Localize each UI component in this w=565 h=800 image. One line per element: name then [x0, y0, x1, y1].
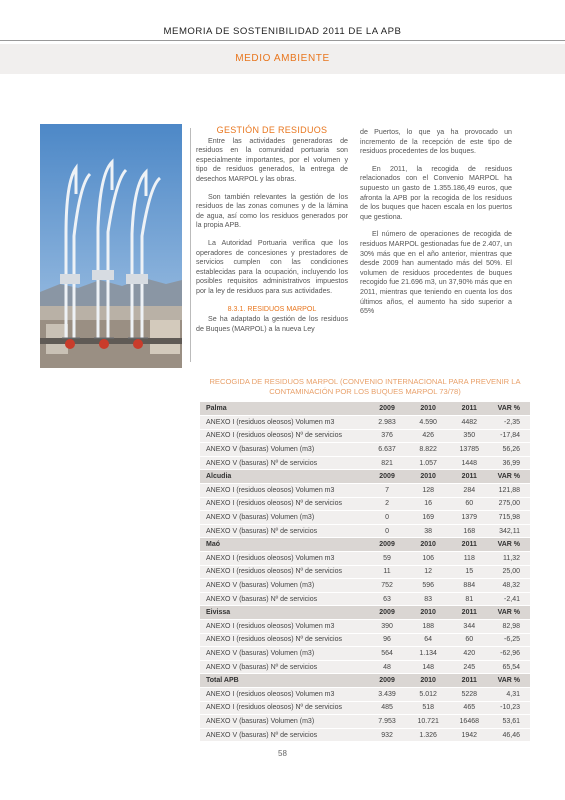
column-header: VAR %: [490, 674, 530, 688]
table-cell: 342,11: [490, 524, 530, 538]
marpol-table: [200, 402, 530, 742]
column-header: 2011: [449, 470, 490, 484]
table-row: [200, 484, 530, 498]
row-label: ANEXO I (residuos oleosos) Volumen m3: [200, 552, 367, 566]
table-cell: 884: [449, 579, 490, 593]
row-label: ANEXO V (basuras) Volumen (m3): [200, 647, 367, 661]
table-cell: 1942: [449, 728, 490, 742]
table-cell: 426: [408, 429, 449, 443]
row-label: ANEXO V (basuras) Nº de servicios: [200, 524, 367, 538]
table-row: [200, 687, 530, 701]
table-row: [200, 660, 530, 674]
row-label: ANEXO I (residuos oleosos) Nº de servicios: [200, 497, 367, 511]
column-header: 2009: [367, 470, 408, 484]
table-cell: 8.822: [408, 443, 449, 457]
table-row: [200, 579, 530, 593]
column-header: VAR %: [490, 606, 530, 620]
table-cell: 13785: [449, 443, 490, 457]
group-name: Total APB: [200, 674, 367, 688]
table-group-header: [200, 606, 530, 620]
table-cell: 38: [408, 524, 449, 538]
table-row: [200, 620, 530, 634]
table-cell: 4.590: [408, 416, 449, 430]
table-cell: 4482: [449, 416, 490, 430]
table-cell: 2: [367, 497, 408, 511]
table-cell: 350: [449, 429, 490, 443]
article-heading: GESTIÓN DE RESIDUOS: [216, 125, 328, 135]
row-label: ANEXO I (residuos oleosos) Nº de servicios: [200, 701, 367, 715]
table-cell: -17,84: [490, 429, 530, 443]
column-header: 2009: [367, 674, 408, 688]
table-row: [200, 443, 530, 457]
table-cell: 60: [449, 633, 490, 647]
table-cell: 245: [449, 660, 490, 674]
column-header: 2010: [408, 470, 449, 484]
table-cell: 390: [367, 620, 408, 634]
paragraph: El número de operaciones de recogida de residuos MARPOL gestionadas fue de 2.407, un 30% más que en el año anterior, mientras que desde 2009 han aumentado más del 50%. El volumen de residuos procedentes de buques recogido fue 21.696 m3, un 37,90% más que en 2011, mientras que teniendo en cuenta los dos últimos años, el aumento ha sido superior a 65%: [360, 230, 512, 316]
subsection-heading: 8.3.1. RESIDUOS MARPOL: [227, 304, 317, 313]
table-cell: 128: [408, 484, 449, 498]
row-label: ANEXO V (basuras) Nº de servicios: [200, 456, 367, 470]
table-row: [200, 552, 530, 566]
photo-illustration: [40, 124, 182, 368]
table-cell: 11,32: [490, 552, 530, 566]
table-cell: -2,35: [490, 416, 530, 430]
table-row: [200, 715, 530, 729]
table-cell: -6,25: [490, 633, 530, 647]
row-label: ANEXO V (basuras) Nº de servicios: [200, 728, 367, 742]
table-cell: 1.326: [408, 728, 449, 742]
table-row: [200, 728, 530, 742]
table-cell: 1.134: [408, 647, 449, 661]
table-cell: -2,41: [490, 592, 530, 606]
table-cell: 48: [367, 660, 408, 674]
table-row: [200, 429, 530, 443]
table-row: [200, 511, 530, 525]
table-group-header: [200, 538, 530, 552]
table-cell: 5228: [449, 687, 490, 701]
table-cell: 12: [408, 565, 449, 579]
table-cell: 10.721: [408, 715, 449, 729]
table-cell: 16468: [449, 715, 490, 729]
paragraph: Son también relevantes la gestión de los residuos de las zonas comunes y de la lámina de agua, así como los residuos generados por la propia APB.: [196, 192, 348, 230]
table-cell: 376: [367, 429, 408, 443]
table-cell: 46,46: [490, 728, 530, 742]
column-header: 2009: [367, 402, 408, 416]
row-label: ANEXO I (residuos oleosos) Nº de servicios: [200, 429, 367, 443]
table-cell: 60: [449, 497, 490, 511]
section-title: MEDIO AMBIENTE: [235, 53, 330, 64]
table-group-header: [200, 674, 530, 688]
table-cell: 96: [367, 633, 408, 647]
table-cell: 106: [408, 552, 449, 566]
table-cell: 59: [367, 552, 408, 566]
paragraph: La Autoridad Portuaria verifica que los operadores de concesiones y prestadores de servicios cumplen con las condiciones establecidas para la ocupación, incluyendo los posibles requisitos administrativos impuestos por la ley de residuos para sus actividades.: [196, 238, 348, 295]
table-group-header: [200, 470, 530, 484]
table-cell: 48,32: [490, 579, 530, 593]
table-cell: 169: [408, 511, 449, 525]
row-label: ANEXO I (residuos oleosos) Nº de servicios: [200, 565, 367, 579]
column-header: 2011: [449, 538, 490, 552]
table-cell: 118: [449, 552, 490, 566]
table-row: [200, 592, 530, 606]
table-cell: 64: [408, 633, 449, 647]
row-label: ANEXO V (basuras) Volumen (m3): [200, 443, 367, 457]
row-label: ANEXO I (residuos oleosos) Nº de servicios: [200, 633, 367, 647]
table-cell: 485: [367, 701, 408, 715]
table-row: [200, 456, 530, 470]
table-cell: 83: [408, 592, 449, 606]
column-header: 2009: [367, 538, 408, 552]
table-cell: 465: [449, 701, 490, 715]
column-header: 2011: [449, 606, 490, 620]
table-group-header: [200, 402, 530, 416]
row-label: ANEXO I (residuos oleosos) Volumen m3: [200, 687, 367, 701]
table-cell: 2.983: [367, 416, 408, 430]
table-cell: 3.439: [367, 687, 408, 701]
table-cell: 11: [367, 565, 408, 579]
table-row: [200, 647, 530, 661]
table-cell: 932: [367, 728, 408, 742]
group-name: Maó: [200, 538, 367, 552]
table-cell: 518: [408, 701, 449, 715]
table-cell: 564: [367, 647, 408, 661]
column-header: 2010: [408, 402, 449, 416]
table-cell: 188: [408, 620, 449, 634]
column-header: 2010: [408, 606, 449, 620]
table-cell: 1379: [449, 511, 490, 525]
column-header: VAR %: [490, 538, 530, 552]
table-cell: 4,31: [490, 687, 530, 701]
table-cell: 65,54: [490, 660, 530, 674]
group-name: Eivissa: [200, 606, 367, 620]
table-cell: 25,00: [490, 565, 530, 579]
column-header: 2010: [408, 538, 449, 552]
table-cell: 1.057: [408, 456, 449, 470]
table-cell: 0: [367, 511, 408, 525]
table-cell: 15: [449, 565, 490, 579]
row-label: ANEXO I (residuos oleosos) Volumen m3: [200, 620, 367, 634]
column-header: 2011: [449, 674, 490, 688]
column-header: VAR %: [490, 470, 530, 484]
table-row: [200, 565, 530, 579]
row-label: ANEXO V (basuras) Nº de servicios: [200, 660, 367, 674]
paragraph: Se ha adaptado la gestión de los residuos de Buques (MARPOL) a la nueva Ley: [196, 315, 348, 333]
table-cell: 53,61: [490, 715, 530, 729]
table-cell: 63: [367, 592, 408, 606]
table-row: [200, 633, 530, 647]
table-title: RECOGIDA DE RESIDUOS MARPOL (CONVENIO INTERNACIONAL PARA PREVENIR LA CONTAMINACIÓN POR LOS BUQUES MARPOL 73/78): [209, 377, 521, 396]
row-label: ANEXO V (basuras) Volumen (m3): [200, 579, 367, 593]
table-row: [200, 497, 530, 511]
table-cell: 148: [408, 660, 449, 674]
table-cell: 7: [367, 484, 408, 498]
table-cell: 168: [449, 524, 490, 538]
photo-divider: [190, 128, 191, 362]
table-cell: 420: [449, 647, 490, 661]
group-name: Palma: [200, 402, 367, 416]
column-header: 2009: [367, 606, 408, 620]
table-cell: 7.953: [367, 715, 408, 729]
table-cell: 81: [449, 592, 490, 606]
header-divider: [0, 40, 565, 41]
table-cell: 56,26: [490, 443, 530, 457]
table-cell: 6.637: [367, 443, 408, 457]
row-label: ANEXO V (basuras) Volumen (m3): [200, 511, 367, 525]
row-label: ANEXO V (basuras) Volumen (m3): [200, 715, 367, 729]
row-label: ANEXO I (residuos oleosos) Volumen m3: [200, 416, 367, 430]
table-row: [200, 524, 530, 538]
row-label: ANEXO V (basuras) Nº de servicios: [200, 592, 367, 606]
table-cell: 821: [367, 456, 408, 470]
table-cell: 284: [449, 484, 490, 498]
table-cell: 596: [408, 579, 449, 593]
table-cell: 344: [449, 620, 490, 634]
column-header: 2010: [408, 674, 449, 688]
paragraph: En 2011, la recogida de residuos relacionados con el Convenio MARPOL ha supuesto un gasto de 1.355.186,49 euros, que afronta la APB por la recogida de los residuos de los buques que hacen escala en los puertos que gestiona.: [360, 164, 512, 221]
page-number: 58: [278, 749, 287, 758]
text-column-right: [360, 128, 512, 325]
table-cell: 82,98: [490, 620, 530, 634]
paragraph: de Puertos, lo que ya ha provocado un incremento de la recepción de este tipo de residuos procedentes de los buques.: [360, 128, 512, 156]
port-loading-arms-photo: [40, 124, 182, 368]
table-cell: 1448: [449, 456, 490, 470]
paragraph: Entre las actividades generadoras de residuos en la comunidad portuaria son especialmente importantes, por el volumen y tipo de residuos generados, la entrega de desechos MARPOL y las obras.: [196, 136, 348, 183]
table-cell: 5.012: [408, 687, 449, 701]
table-cell: 0: [367, 524, 408, 538]
table-cell: 121,88: [490, 484, 530, 498]
group-name: Alcudia: [200, 470, 367, 484]
row-label: ANEXO I (residuos oleosos) Volumen m3: [200, 484, 367, 498]
table-row: [200, 416, 530, 430]
table-cell: -10,23: [490, 701, 530, 715]
table-cell: -62,96: [490, 647, 530, 661]
table-cell: 752: [367, 579, 408, 593]
column-header: 2011: [449, 402, 490, 416]
table-row: [200, 701, 530, 715]
column-header: VAR %: [490, 402, 530, 416]
table-cell: 275,00: [490, 497, 530, 511]
document-title: MEMORIA DE SOSTENIBILIDAD 2011 DE LA APB: [163, 26, 402, 37]
text-column-left: [196, 126, 348, 342]
table-cell: 715,98: [490, 511, 530, 525]
table-cell: 16: [408, 497, 449, 511]
table-cell: 36,99: [490, 456, 530, 470]
